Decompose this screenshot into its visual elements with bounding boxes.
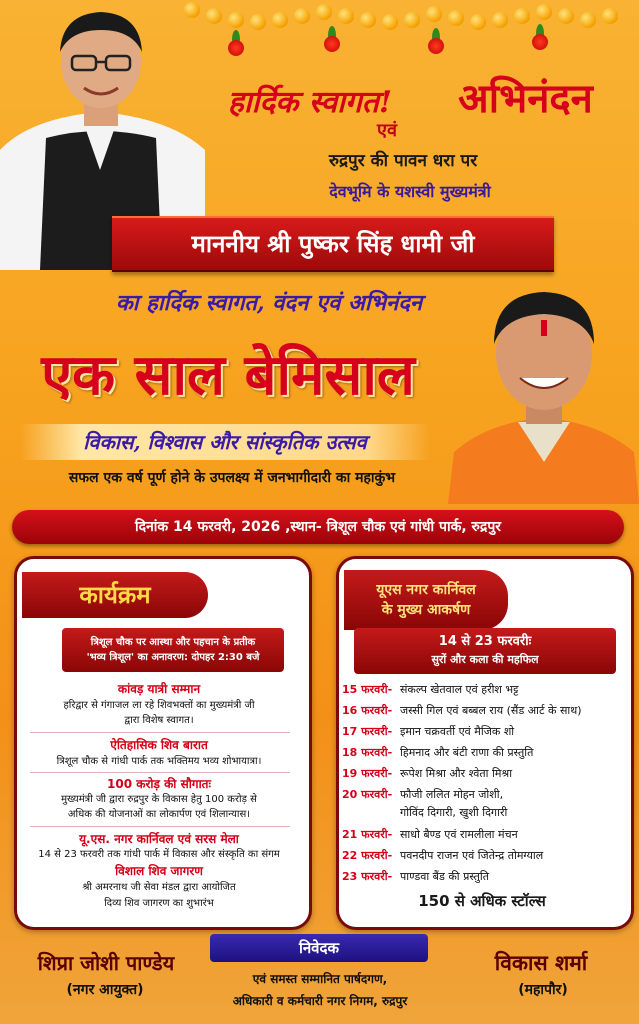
samast-parshad-text: एवं समस्त सम्मानित पार्षदगण, bbox=[252, 972, 388, 986]
event-text: हिमनाद और बंटी राणा की प्रस्तुति bbox=[400, 746, 534, 759]
event-row bbox=[342, 722, 624, 742]
date-venue-text: दिनांक 14 फरवरी, 2026 ,स्थान- त्रिशूल चौक एवं गांधी पार्क, रुद्रपुर bbox=[134, 519, 502, 535]
carnival-title-line-1: यूएस नगर कार्निवल bbox=[376, 582, 476, 598]
event-date: 23 फरवरी- bbox=[342, 870, 393, 883]
event-text: फौजी ललित मोहन जोशी, bbox=[400, 788, 504, 801]
mayor-name: विकास शर्मा bbox=[494, 951, 588, 975]
section-title: यू.एस. नगर कार्निवल एवं सरस मेला bbox=[79, 832, 239, 846]
safal-varsh-text: सफल एक वर्ष पूर्ण होने के उपलक्ष्य में जनभागीदारी का महाकुंभ bbox=[68, 470, 396, 486]
commissioner-name: शिप्रा जोशी पाण्डेय bbox=[37, 951, 175, 975]
nivedak-label: निवेदक bbox=[298, 939, 340, 957]
divider bbox=[30, 772, 290, 773]
carnival-range: 14 से 23 फरवरीः bbox=[438, 634, 532, 649]
carnival-range-sub: सुरों और कला की महफिल bbox=[431, 653, 539, 666]
section-text: दिव्य शिव जागरण का शुभारंभ bbox=[104, 898, 214, 909]
section-title: कांवड़ यात्री सम्मान bbox=[117, 682, 201, 696]
section-title: ऐतिहासिक शिव बारात bbox=[110, 738, 208, 752]
event-date: 15 फरवरी- bbox=[342, 683, 393, 696]
chief-minister-name: माननीय श्री पुष्कर सिंह धामी जी bbox=[191, 230, 475, 258]
event-date: 21 फरवरी- bbox=[342, 828, 393, 841]
event-date: 16 फरवरी- bbox=[342, 704, 393, 717]
event-text-continued: गोविंद दिगारी, खुशी दिगारी bbox=[400, 806, 508, 819]
date-venue-banner bbox=[12, 510, 624, 544]
section-text: मुख्यमंत्री जी द्वारा रुद्रपुर के विकास हेतु 100 करोड़ से bbox=[61, 794, 257, 805]
event-date: 22 फरवरी- bbox=[342, 849, 393, 862]
event-date: 18 फरवरी- bbox=[342, 746, 393, 759]
section-text: अधिक की योजनाओं का लोकार्पण एवं शिलान्यास। bbox=[67, 809, 251, 820]
trishul-box bbox=[62, 628, 284, 672]
event-date: 17 फरवरी- bbox=[342, 725, 393, 738]
pavan-dhara-text: रुद्रपुर की पावन धरा पर bbox=[328, 151, 478, 171]
event-text: साधो बैण्ड एवं रामलीला मंचन bbox=[400, 828, 518, 841]
section-text: हरिद्वार से गंगाजल ला रहे शिवभक्तों का मुख्यमंत्री जी bbox=[63, 700, 255, 711]
event-row bbox=[342, 785, 624, 805]
section-text: श्री अमरनाथ जी सेवा मंडल द्वारा आयोजित bbox=[82, 882, 236, 893]
event-row bbox=[342, 764, 624, 784]
ek-saal-bemisaal-headline: एक साल बेमिसाल bbox=[41, 342, 415, 408]
section-text: 14 से 23 फरवरी तक गांधी पार्क में विकास और संस्कृति का संगम bbox=[38, 849, 280, 860]
section-title: विशाल शिव जागरण bbox=[115, 864, 203, 878]
event-row bbox=[342, 846, 624, 866]
section-title: 100 करोड़ की सौगातः bbox=[107, 777, 211, 791]
divider bbox=[30, 732, 290, 733]
carnival-header bbox=[344, 570, 508, 630]
event-text: इमान चक्रवर्ती एवं मैजिक शो bbox=[400, 725, 515, 738]
trishul-line-2: 'भव्य त्रिशूल' का अनावरण: दोपहर 2:30 बजे bbox=[86, 652, 260, 663]
event-text: रूपेश मिश्रा और श्वेता मिश्रा bbox=[400, 767, 513, 780]
vikas-vishwas-text: विकास, विश्वास और सांस्कृतिक उत्सव bbox=[83, 430, 367, 454]
program-title: कार्यक्रम bbox=[79, 581, 151, 609]
event-row bbox=[342, 743, 624, 763]
commissioner-role: (नगर आयुक्त) bbox=[66, 982, 144, 998]
stalls-text: 150 से अधिक स्टॉल्स bbox=[418, 892, 546, 910]
event-row bbox=[342, 867, 624, 887]
event-text: संकल्प खेतवाल एवं हरीश भट्ट bbox=[400, 683, 519, 696]
event-date: 19 फरवरी- bbox=[342, 767, 393, 780]
devbhumi-text: देवभूमि के यशस्वी मुख्यमंत्री bbox=[329, 182, 491, 201]
mayor-role: (महापौर) bbox=[518, 982, 568, 998]
evam-text: एवं bbox=[377, 120, 397, 141]
event-row bbox=[342, 701, 624, 721]
chief-minister-name-banner bbox=[112, 216, 554, 272]
program-header bbox=[22, 572, 208, 618]
vikas-vishwas-banner bbox=[20, 424, 430, 460]
abhinandan-title: अभिनंदन bbox=[458, 75, 593, 122]
nivedak-banner bbox=[210, 934, 428, 962]
event-row bbox=[342, 825, 624, 845]
event-text: पवनदीप राजन एवं जितेन्द्र तोमग्याल bbox=[400, 849, 544, 862]
carnival-range-box bbox=[354, 628, 616, 674]
section-text: द्वारा विशेष स्वागत। bbox=[124, 715, 194, 726]
divider bbox=[30, 826, 290, 827]
carnival-title-line-2: के मुख्य आकर्षण bbox=[381, 602, 471, 618]
swagat-line: का हार्दिक स्वागत, वंदन एवं अभिनंदन bbox=[115, 290, 423, 316]
adhikari-text: अधिकारी व कर्मचारी नगर निगम, रुद्रपुर bbox=[232, 994, 408, 1008]
event-text: जस्सी गिल एवं बब्बल राय (सैंड आर्ट के साथ) bbox=[400, 704, 582, 717]
trishul-line-1: त्रिशूल चौक पर आस्था और पहचान के प्रतीक bbox=[90, 637, 256, 648]
section-text: त्रिशूल चौक से गांधी पार्क तक भक्तिमय भव्य शोभायात्रा। bbox=[56, 756, 262, 767]
hardik-swagat-title: हार्दिक स्वागत! bbox=[227, 85, 393, 120]
marigold-garland bbox=[180, 0, 639, 60]
event-row bbox=[342, 680, 624, 700]
event-text: पाण्डवा बैंड की प्रस्तुति bbox=[400, 870, 490, 883]
event-date: 20 फरवरी- bbox=[342, 788, 393, 801]
